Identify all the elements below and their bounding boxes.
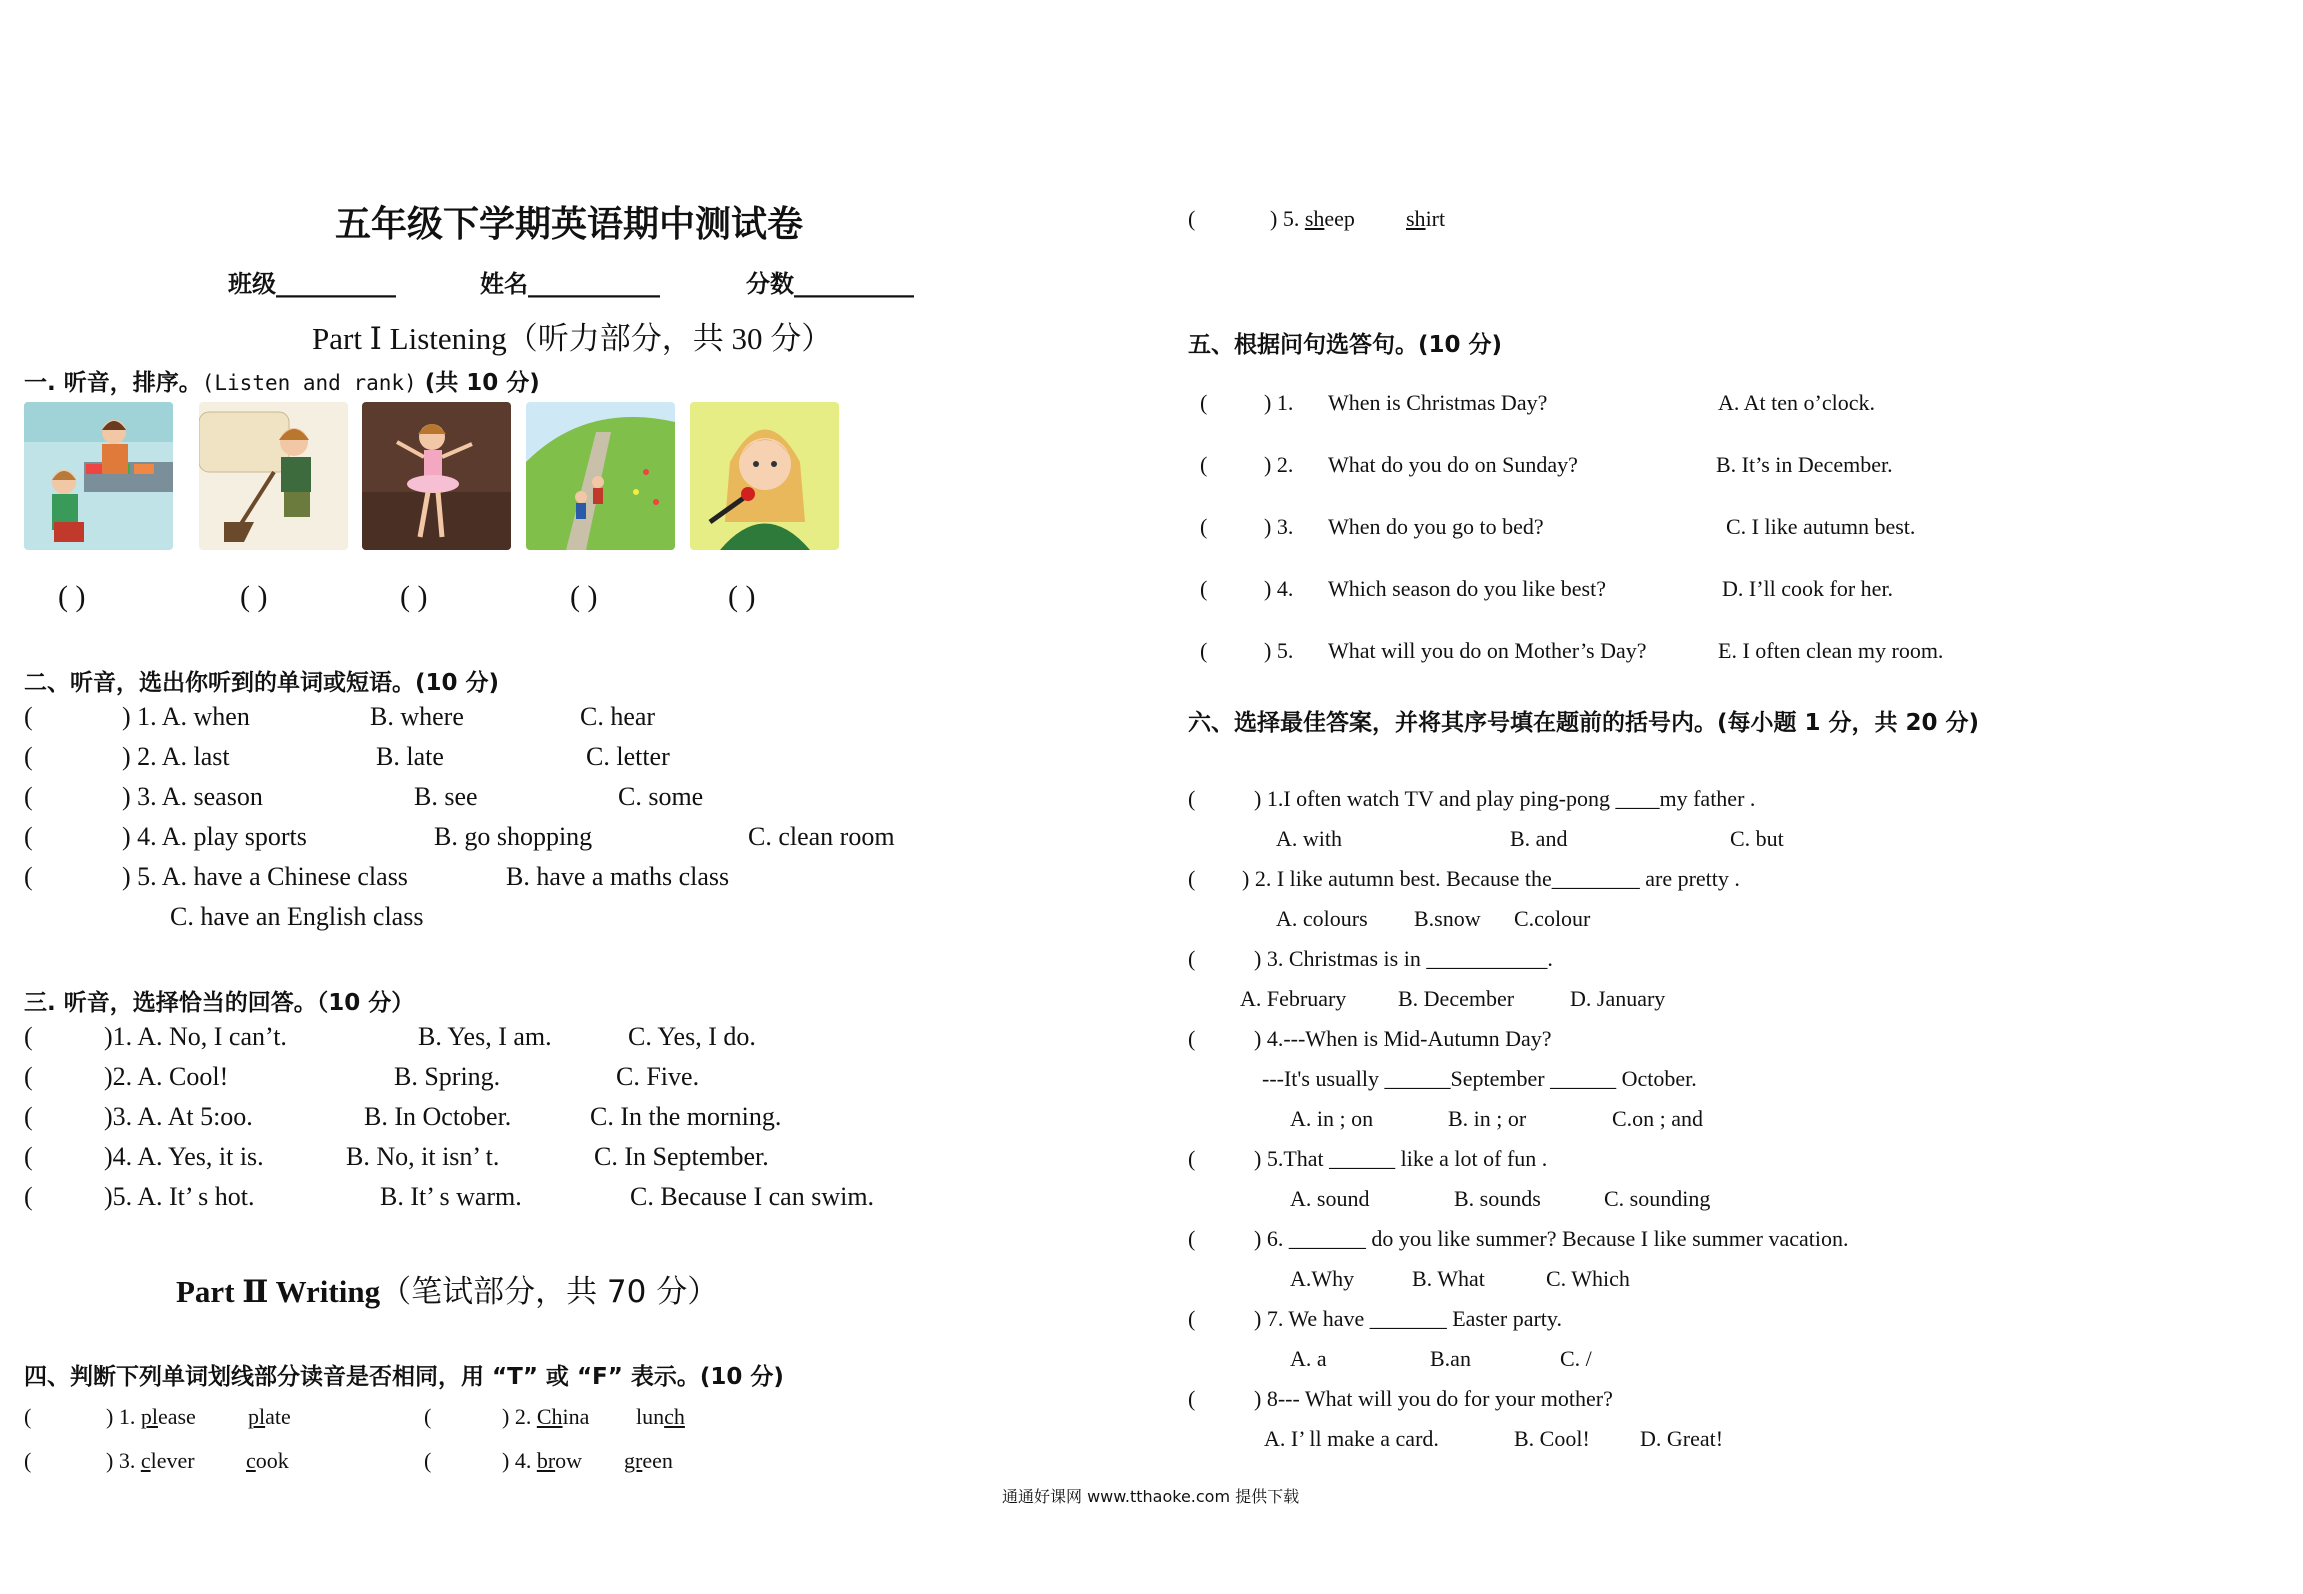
s6-q5: ) 5.That ______ like a lot of fun .: [1254, 1146, 1548, 1171]
s4-q5-w1-rest: eep: [1324, 206, 1355, 231]
s2-q3-c: C. some: [618, 782, 704, 811]
s2-q4-a: ) 4. A. play sports: [122, 822, 307, 851]
section3-heading: 三. 听音，选择恰当的回答。（10 分）: [24, 990, 415, 1016]
s4-q5-num: ) 5.: [1270, 206, 1300, 231]
s4-q2: [502, 1404, 589, 1430]
s6-q7-opt-c: C. /: [1560, 1346, 1592, 1371]
section4-heading: 四、判断下列单词划线部分读音是否相同，用 “T” 或 “F” 表示。(10 分): [24, 1364, 784, 1390]
s4-q3-word2: [246, 1448, 289, 1474]
s3-q1-c: C. Yes, I do.: [628, 1022, 756, 1051]
s6-paren-6[interactable]: (: [1188, 1226, 1196, 1251]
s5-q4-question: Which season do you like best?: [1328, 576, 1606, 601]
s3-q3-b: B. In October.: [364, 1102, 512, 1131]
s4-q1: [106, 1404, 196, 1430]
s4-q2-w1-underline: Ch: [536, 1404, 563, 1429]
s6-q3-opt-d: D. January: [1570, 986, 1666, 1011]
s4-q1-w2-underline: pl: [248, 1404, 266, 1429]
s4-q2-w1-rest: ina: [562, 1404, 590, 1429]
s5-paren-1[interactable]: (: [1200, 390, 1208, 415]
picture-singing: [690, 402, 839, 550]
s2-paren-2[interactable]: (: [24, 742, 33, 771]
s3-paren-1[interactable]: (: [24, 1022, 33, 1051]
s6-q5-opt-c: C. sounding: [1604, 1186, 1711, 1211]
picture-cooking: [24, 402, 173, 550]
s4-q4-w2-underline: gr: [624, 1448, 643, 1473]
s6-q6-opt-a: A.Why: [1290, 1266, 1355, 1291]
s6-q4-opt-a: A. in ; on: [1290, 1106, 1374, 1131]
s2-paren-4[interactable]: (: [24, 822, 33, 851]
s4-q5-w2-underline: sh: [1406, 206, 1426, 231]
s3-q2-b: B. Spring.: [394, 1062, 501, 1091]
s6-q1-opt-b: B. and: [1510, 826, 1568, 851]
s4-q1-w1-underline: pl: [140, 1404, 158, 1429]
s4-q3-w1-underline: c: [140, 1448, 151, 1473]
s6-q2-opt-c: C.colour: [1514, 906, 1591, 931]
s6-q1-opt-a: A. with: [1276, 826, 1342, 851]
s3-q4-c: C. In September.: [594, 1142, 769, 1171]
s3-paren-2[interactable]: (: [24, 1062, 33, 1091]
s6-paren-7[interactable]: (: [1188, 1306, 1196, 1331]
s4-q2-w2-prefix: lun: [636, 1404, 665, 1429]
s6-q2-opt-a: A. colours: [1276, 906, 1368, 931]
s6-q4: ) 4.---When is Mid-Autumn Day?: [1254, 1026, 1552, 1051]
s6-paren-2[interactable]: (: [1188, 866, 1196, 891]
s6-paren-8[interactable]: (: [1188, 1386, 1196, 1411]
s4-q5: [1270, 206, 1355, 232]
s4-q4-w1-rest: ow: [555, 1448, 583, 1473]
answer-paren-5[interactable]: ( ): [728, 580, 756, 613]
s6-q3: ) 3. Christmas is in ___________.: [1254, 946, 1553, 971]
answer-paren-3[interactable]: ( ): [400, 580, 428, 613]
s6-q7: ) 7. We have _______ Easter party.: [1254, 1306, 1562, 1331]
s5-a3: C. I like autumn best.: [1726, 514, 1916, 539]
section1-heading-cn: 一. 听音，排序。: [24, 370, 202, 396]
s4-q3-w1-rest: lever: [150, 1448, 195, 1473]
s3-paren-3[interactable]: (: [24, 1102, 33, 1131]
section1-heading-score: (共 10 分): [424, 370, 540, 396]
s6-q4-opt-c: C.on ; and: [1612, 1106, 1704, 1131]
answer-paren-2[interactable]: ( ): [240, 580, 268, 613]
s2-q1-b: B. where: [370, 702, 464, 731]
s2-q1-a: ) 1. A. when: [122, 702, 250, 731]
part2-title-en: Part Ⅱ Writing: [176, 1274, 381, 1309]
s5-q2-num: ) 2.: [1264, 452, 1294, 477]
s5-paren-4[interactable]: (: [1200, 576, 1208, 601]
s3-paren-5[interactable]: (: [24, 1182, 33, 1211]
s4-paren-5[interactable]: (: [1188, 206, 1196, 231]
section1-heading-en: (Listen and rank): [201, 371, 417, 395]
s2-q2-c: C. letter: [586, 742, 670, 771]
s3-q5-a: )5. A. It’ s hot.: [104, 1182, 255, 1211]
s4-q5-w2-rest: irt: [1425, 206, 1446, 231]
s6-q2-opt-b: B.snow: [1414, 906, 1481, 931]
s6-q2: ) 2. I like autumn best. Because the________ are pretty .: [1242, 866, 1740, 891]
s4-q4-num: ) 4.: [502, 1448, 532, 1473]
s6-q6: ) 6. _______ do you like summer? Because I like summer vacation.: [1254, 1226, 1849, 1251]
s2-q1-c: C. hear: [580, 702, 656, 731]
s2-q3-b: B. see: [414, 782, 478, 811]
s2-paren-1[interactable]: (: [24, 702, 33, 731]
s4-q5-w1-underline: sh: [1304, 206, 1325, 231]
s4-paren-4[interactable]: (: [424, 1448, 432, 1473]
s4-q4-w1-underline: br: [536, 1448, 556, 1473]
s3-q1-a: )1. A. No, I can’t.: [104, 1022, 287, 1051]
s2-q4-b: B. go shopping: [434, 822, 593, 851]
s5-q2-question: What do you do on Sunday?: [1328, 452, 1578, 477]
part2-title: [176, 1266, 718, 1311]
s6-q1-opt-c: C. but: [1730, 826, 1784, 851]
s3-q1-b: B. Yes, I am.: [418, 1022, 552, 1051]
s5-paren-2[interactable]: (: [1200, 452, 1208, 477]
s6-paren-4[interactable]: (: [1188, 1026, 1196, 1051]
s3-paren-4[interactable]: (: [24, 1142, 33, 1171]
page-title: 五年级下学期英语期中测试卷: [335, 204, 804, 245]
s6-q4-line2: ---It's usually ______September ______ October.: [1262, 1066, 1697, 1091]
s6-q8-opt-d: D. Great!: [1640, 1426, 1724, 1451]
section1-heading: [24, 364, 540, 397]
s6-q3-opt-b: B. December: [1398, 986, 1515, 1011]
s2-q2-b: B. late: [376, 742, 444, 771]
part2-title-cn: （笔试部分，共 70 分）: [380, 1274, 719, 1310]
s4-q1-w1-rest: ease: [157, 1404, 196, 1429]
s4-q2-w2-underline: ch: [664, 1404, 685, 1429]
answer-paren-4[interactable]: ( ): [570, 580, 598, 613]
s6-q3-opt-a: A. February: [1240, 986, 1347, 1011]
picture-sweeping: [199, 402, 348, 550]
s6-q5-opt-a: A. sound: [1290, 1186, 1370, 1211]
section6-heading: 六、选择最佳答案，并将其序号填在题前的括号内。(每小题 1 分，共 20 分): [1188, 710, 1980, 736]
s2-q5-a: ) 5. A. have a Chinese class: [122, 862, 408, 891]
s5-q1-num: ) 1.: [1264, 390, 1294, 415]
class-field: 班级__________: [228, 270, 396, 298]
s5-paren-3[interactable]: (: [1200, 514, 1208, 539]
picture-climbing: [526, 402, 675, 550]
s6-q4-opt-b: B. in ; or: [1448, 1106, 1527, 1131]
s4-q3: [106, 1448, 195, 1474]
s5-paren-5[interactable]: (: [1200, 638, 1208, 663]
s3-q3-c: C. In the morning.: [590, 1102, 782, 1131]
s6-paren-3[interactable]: (: [1188, 946, 1196, 971]
s4-q1-w2-rest: ate: [265, 1404, 291, 1429]
s6-q8: ) 8--- What will you do for your mother?: [1254, 1386, 1613, 1411]
s3-q4-a: )4. A. Yes, it is.: [104, 1142, 264, 1171]
s4-q2-num: ) 2.: [502, 1404, 532, 1429]
s2-paren-5[interactable]: (: [24, 862, 33, 891]
s5-q3-question: When do you go to bed?: [1328, 514, 1544, 539]
s5-q5-question: What will you do on Mother’s Day?: [1328, 638, 1647, 663]
s4-q4-word2: [624, 1448, 673, 1474]
footer-watermark: 通通好课网 www.tthaoke.com 提供下载: [1002, 1487, 1300, 1506]
s4-paren-1[interactable]: (: [24, 1404, 32, 1429]
s5-q3-num: ) 3.: [1264, 514, 1294, 539]
s4-q3-w2-underline: c: [246, 1448, 256, 1473]
s4-q2-word2: [636, 1404, 685, 1430]
s6-q8-opt-a: A. I’ ll make a card.: [1264, 1426, 1439, 1451]
s4-q3-num: ) 3.: [106, 1448, 136, 1473]
s3-q3-a: )3. A. At 5:oo.: [104, 1102, 253, 1131]
s6-q7-opt-a: A. a: [1290, 1346, 1327, 1371]
s4-paren-3[interactable]: (: [24, 1448, 32, 1473]
s4-q1-num: ) 1.: [106, 1404, 136, 1429]
s6-q8-opt-b: B. Cool!: [1514, 1426, 1590, 1451]
s6-q6-opt-c: C. Which: [1546, 1266, 1630, 1291]
answer-paren-1[interactable]: ( ): [58, 580, 86, 613]
s3-q2-a: )2. A. Cool!: [104, 1062, 229, 1091]
s2-q4-c: C. clean room: [748, 822, 895, 851]
s4-q3-w2-rest: ook: [255, 1448, 289, 1473]
s4-paren-2[interactable]: (: [424, 1404, 432, 1429]
s5-q5-num: ) 5.: [1264, 638, 1294, 663]
s2-paren-3[interactable]: (: [24, 782, 33, 811]
s5-q1-question: When is Christmas Day?: [1328, 390, 1548, 415]
s5-a5: E. I often clean my room.: [1718, 638, 1944, 663]
s3-q5-c: C. Because I can swim.: [630, 1182, 875, 1211]
s4-q1-word2: [248, 1404, 291, 1430]
s6-q7-opt-b: B.an: [1430, 1346, 1471, 1371]
picture-ballet: [362, 402, 511, 550]
s6-q6-opt-b: B. What: [1412, 1266, 1485, 1291]
s2-q5-b: B. have a maths class: [506, 862, 730, 891]
s4-q4-w2-rest: een: [642, 1448, 673, 1473]
s6-paren-5[interactable]: (: [1188, 1146, 1196, 1171]
section2-heading: 二、听音，选出你听到的单词或短语。(10 分): [24, 670, 500, 696]
section5-heading: 五、根据问句选答句。(10 分): [1188, 332, 1503, 358]
s5-q4-num: ) 4.: [1264, 576, 1294, 601]
s6-q1: ) 1.I often watch TV and play ping-pong ____my father .: [1254, 786, 1756, 811]
s6-q5-opt-b: B. sounds: [1454, 1186, 1541, 1211]
s3-q5-b: B. It’ s warm.: [380, 1182, 522, 1211]
s5-a1: A. At ten o’clock.: [1718, 390, 1876, 415]
s4-q5-word2: [1406, 206, 1445, 232]
score-field: 分数__________: [746, 270, 914, 298]
s2-q5-c: C. have an English class: [170, 902, 424, 931]
s3-q2-c: C. Five.: [616, 1062, 700, 1091]
s5-a4: D. I’ll cook for her.: [1722, 576, 1894, 601]
name-field: 姓名___________: [480, 270, 660, 298]
s2-q3-a: ) 3. A. season: [122, 782, 263, 811]
s3-q4-b: B. No, it isn’ t.: [346, 1142, 500, 1171]
s2-q2-a: ) 2. A. last: [122, 742, 230, 771]
s6-paren-1[interactable]: (: [1188, 786, 1196, 811]
s4-q4: [502, 1448, 582, 1474]
s5-a2: B. It’s in December.: [1716, 452, 1893, 477]
part1-title: Part Ⅰ Listening（听力部分，共 30 分）: [312, 321, 833, 356]
